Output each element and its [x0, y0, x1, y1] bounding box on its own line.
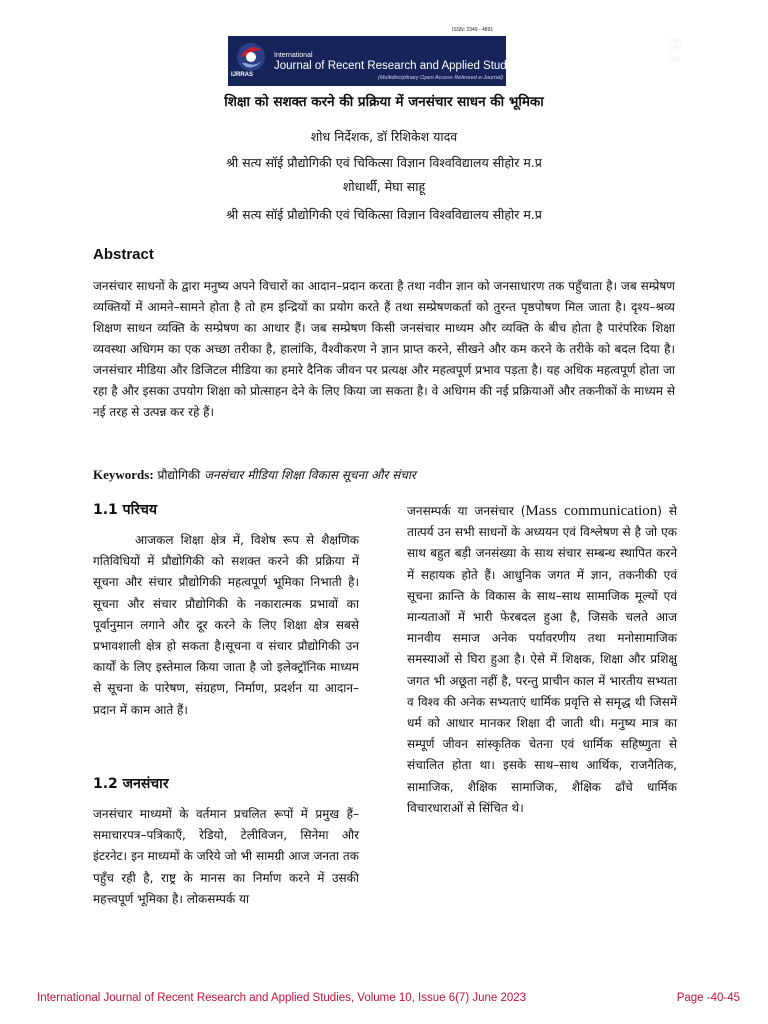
keywords [93, 466, 416, 483]
journal-banner [228, 36, 684, 86]
journal-name: Journal of Recent Research and Applied Studies [274, 60, 522, 72]
keywords-label: Keywords: [93, 467, 154, 482]
issn-top: ISSN: 2349 - 4891 [452, 27, 494, 33]
research-scholar: शोधार्थी, मेघा साहू [342, 179, 426, 194]
section-2-heading: 1.2 जनसंचार [93, 776, 169, 792]
keywords-first: प्रौद्योगिकी [157, 468, 201, 482]
affiliation-2: श्री सत्य सॉई प्रौद्योगिकी एवं चिकित्सा विज्ञान विश्वविद्यालय सीहोर म.प्र [226, 207, 542, 222]
journal-intl: International [274, 52, 313, 59]
keywords-list: जनसंचार मीडिया शिक्षा विकास सूचना और संचार [204, 468, 416, 482]
abstract-heading: Abstract [93, 246, 154, 263]
footer-journal-info: International Journal of Recent Research and Applied Studies, Volume 10, Issue 6(7) June 2023 [37, 992, 527, 1004]
mass-communication-term: Mass communication [525, 503, 658, 519]
issn-banner: ISSN: 2349 - 4891 [668, 39, 684, 63]
page-footer [37, 992, 740, 1004]
right-column-text [407, 501, 677, 819]
right-text-body: ) से तात्पर्य उन सभी साधनों के अध्ययन एवं विश्लेषण से है जो एक साथ बहुत बड़ी जनसंख्या के साथ संचार सम्बन्ध स्थापित करने में सहायक होते हैं। आधुनिक जगत में ज्ञान, तकनीकी एवं सूचना क्रान्ति के विकास के साथ–साथ सामाजिक मूल्यों एवं मान्यताओं में भारी फेरबदल हुआ है, जिसके चलते आज मानवीय समाज अनेक पर्यावरणीय तथा मनोसामाजिक समस्याओं से घिरा हुआ है। ऐसे में शिक्षक, शिक्षा और प्रशिक्षु जगत भी अछूता नहीं है, परन्तु प्राचीन काल में भारतीय सभ्यता व विश्व की अनेक सभ्यताएं धार्मिक प्रवृत्ति से समृद्ध थी जिसमें धर्म को आधार मानकर शिक्षा दी जाती थी। मनुष्य मात्र का सम्पूर्ण जीवन सांस्कृतिक चेतना एवं धार्मिक सहिष्णुता से संचालित होता था। इसके साथ–साथ आर्थिक, राजनैतिक, सामाजिक, शैक्षिक सामाजिक, शैक्षिक ढाँचे धार्मिक विचारधाराओं से सिंचित थे। [407, 504, 678, 815]
section-1-heading: 1.1 परिचय [93, 502, 157, 518]
paper-title: शिक्षा को सशक्त करने की प्रक्रिया में जनसंचार साधन की भूमिका [224, 94, 544, 110]
footer-page-range: Page -40-45 [676, 992, 740, 1004]
section-2-text: जनसंचार माध्यमों के वर्तमान प्रचलित रूपों में प्रमुख हैं– समाचारपत्र–पत्रिकाएँ, रेडियो, टेलीविजन, सिनेमा और इंटरनेट। इन माध्यमों के जरिये जो भी सामग्री आज जनता तक पहुँच रही है, राष्ट्र के मानस का निर्माण करने में उसकी महत्त्वपूर्ण भूमिका है। लोकसम्पर्क या [93, 807, 359, 906]
section-1-text: आजकल शिक्षा क्षेत्र में, विशेष रूप से शैक्षणिक गतिविधियों में प्रौद्योगिकी को सशक्त करने की प्रक्रिया में सूचना और संचार प्रौद्योगिकी महत्वपूर्ण भूमिका निभाती है। सूचना और संचार प्रौद्योगिकी के नकारात्मक प्रभावों का पूर्वानुमान लगाने और दूर करने के लिए शिक्षा क्षेत्र सबसे प्रभावशाली क्षेत्र हो सकता है।सूचना व संचार प्रौद्योगिकी उन कार्यों के लिए इस्तेमाल किया जाता है जो इलेक्ट्रॉनिक माध्यम से सूचना के पारेषण, संग्रहण, निर्माण, प्रदर्शन या आदान–प्रदान में काम आते हैं। [93, 533, 359, 717]
research-guide: शोध निर्देशक, डॉ रिशिकेश यादव [310, 129, 458, 144]
journal-subtitle: (Multidisciplinary Open Access Refereed e-Journal) [378, 75, 504, 81]
logo-text: IJRRAS [231, 72, 254, 78]
right-line-start: जनसम्पर्क या जनसंचार ( [407, 504, 526, 518]
abstract-text: जनसंचार साधनों के द्वारा मनुष्य अपने विचारों का आदान–प्रदान करता है तथा नवीन ज्ञान को जनसाधारण तक पहुँचाता है। जब सम्प्रेषण व्यक्तियों में आमने–सामने होता है तो हम इन्द्रियों का प्रयोग करते हैं तथा सम्प्रेषणकर्ता को तुरन्त पृष्ठपोषण मिल जाता है। दृश्य–श्रव्य शिक्षण साधन व्यक्ति के सम्प्रेषण का आधार हैं। जब सम्प्रेषण किसी जनसंचार माध्यम और व्यक्ति के बीच होता है पारंपरिक शिक्षा व्यवस्था अधिगम का एक अच्छा तरीका है, हालांकि, वैश्वीकरण ने ज्ञान प्राप्त करने, सीखने और कम करने के तरीके को बदल दिया है। जनसंचार मीडिया और डिजिटल मीडिया का हमारे दैनिक जीवन पर प्रत्यक्ष और महत्वपूर्ण प्रभाव पड़ता है। यह अधिक महत्वपूर्ण होता जा रहा है और इसका उपयोग शिक्षा को प्रोत्साहन देने के लिए किया जा सकता है। वे अधिगम की नई प्रक्रियाओं और तकनीकों के माध्यम से नई तरह से उत्पन्न कर रहे हैं। [93, 279, 675, 419]
affiliation-1: श्री सत्य सॉई प्रौद्योगिकी एवं चिकित्सा विज्ञान विश्वविद्यालय सीहोर म.प्र [226, 155, 542, 170]
